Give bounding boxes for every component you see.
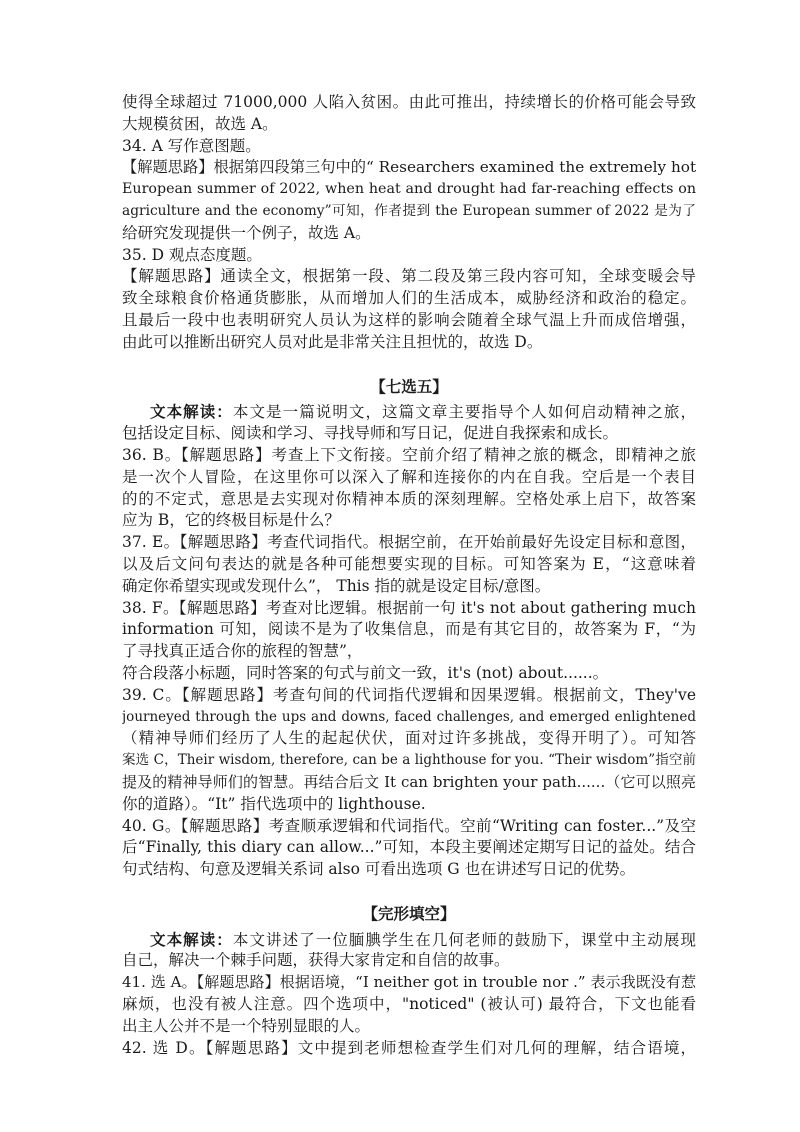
cloze-section xyxy=(122,929,696,1060)
text-line: 后“Finally, this diary can allow...”可知，本段主要阐述定期写日记的益处。结合 xyxy=(122,838,696,857)
text-line: 麻烦，也没有被人注意。四个选项中，"noticed" (被认可) 最符合，下文也能看 xyxy=(122,995,696,1014)
text-line: 出主人公并不是一个特别显眼的人。 xyxy=(122,1016,371,1035)
text-line: 39. C。【解题思路】考查句间的代词指代逻辑和因果逻辑。根据前文，They've xyxy=(122,685,696,704)
text-line: 且最后一段中也表明研究人员认为这样的影响会随着全球气温上升而成倍增强， xyxy=(122,310,696,329)
text-line: 大规模贫困，故选 A。 xyxy=(122,114,278,133)
text-line: 使得全球超过 71000,000 人陷入贫困。由此可推出，持续增长的价格可能会导致 xyxy=(122,93,696,111)
reading-answers-section xyxy=(122,92,696,354)
text-interpretation-label: 文本解读： xyxy=(150,929,233,949)
text-line: （精神导师们经历了人生的起起伏伏，面对过许多挑战，变得开明了）。可知答 xyxy=(122,729,696,748)
text-line: 由此可以推断出研究人员对此是非常关注且担忧的，故选 D。 xyxy=(122,332,543,351)
text-line: 致全球粮食价格通货膨胀，从而增加人们的生活成本，威胁经济和政治的稳定。 xyxy=(122,289,696,308)
text-line: 的的不定式，意思是去实现对你精神本质的深刻理解。空格处承上启下，故答案 xyxy=(122,489,696,508)
text-line: 给研究发现提供一个例子，故选 A。 xyxy=(122,223,371,242)
text-line: 了寻找真正适合你的旅程的智慧”， xyxy=(122,642,363,661)
text-line: 提及的精神导师们的智慧。再结合后文 It can brighten your path......（它可以照亮 xyxy=(122,772,696,791)
text-line: 【解题思路】通读全文，根据第一段、第二段及第三段内容可知，全球变暖会导 xyxy=(122,267,696,286)
answer-33-34-label: 34. A 写作意图题。 xyxy=(122,136,261,155)
text-line: 38. F。【解题思路】考查对比逻辑。根据前一句 it's not about gathering much xyxy=(122,598,696,617)
text-line: 自己，解决一个棘手问题，获得大家肯定和自信的故事。 xyxy=(122,951,510,970)
text-line: 40. G。【解题思路】考查顺承逻辑和代词指代。空前“Writing can foster...”及空 xyxy=(122,816,696,835)
text-line: 【解题思路】根据第四段第三句中的“ Researchers examined the extremely hot xyxy=(122,158,696,177)
text-line: 37. E。【解题思路】考查代词指代。根据空前，在开始前最好先设定目标和意图， xyxy=(122,533,696,552)
text-line: 案选 C，Their wisdom, therefore, can be a lighthouse for you. “Their wisdom”指空前 xyxy=(122,752,696,769)
seven-choose-five-heading: 【七选五】 xyxy=(370,376,448,396)
text-interpretation-line xyxy=(122,401,696,423)
text-line: journeyed through the ups and downs, faced challenges, and emerged enlightened xyxy=(122,708,696,725)
text-interpretation-body: 本文讲述了一位腼腆学生在几何老师的鼓励下，课堂中主动展现 xyxy=(232,930,696,949)
text-line: information 可知，阅读不是为了收集信息，而是有其它目的，故答案为 F，“为 xyxy=(122,620,696,639)
text-line: 36. B。【解题思路】考查上下文衔接。空前介绍了精神之旅的概念，即精神之旅 xyxy=(122,445,696,464)
text-line: 以及后文问句表达的就是各种可能想要实现的目标。可知答案为 E，“这意味着 xyxy=(122,554,696,573)
text-line: 是一次个人冒险，在这里你可以深入了解和连接你的内在自我。空后是一个表目 xyxy=(122,467,696,486)
text-line: 确定你希望实现或发现什么”， This 指的就是设定目标/意图。 xyxy=(122,576,551,595)
text-line: European summer of 2022, when heat and drought had far-reaching effects on xyxy=(122,181,696,198)
text-line: 你的道路）。“It” 指代选项中的 lighthouse. xyxy=(122,794,426,813)
text-line: 42. 选 D。【解题思路】文中提到老师想检查学生们对几何的理解，结合语境， xyxy=(122,1038,696,1057)
text-line: 41. 选 A。【解题思路】根据语境，“I neither got in trouble nor .” 表示我既没有惹 xyxy=(122,973,696,992)
text-interpretation-body: 本文是一篇说明文，这篇文章主要指导个人如何启动精神之旅， xyxy=(232,403,696,422)
seven-choose-five-section xyxy=(122,401,696,881)
text-line: 包括设定目标、阅读和学习、寻找导师和写日记，促进自我探索和成长。 xyxy=(122,424,619,443)
text-line: 应为 B，它的终极目标是什么？ xyxy=(122,511,340,530)
text-interpretation-line xyxy=(122,929,696,951)
text-line: agriculture and the economy”可知，作者提到 the European summer of 2022 是为了 xyxy=(122,202,696,219)
text-line: 句式结构、句意及逻辑关系词 also 可看出选项 G 也在讲述写日记的优势。 xyxy=(122,860,636,879)
cloze-heading: 【完形填空】 xyxy=(362,903,456,923)
text-interpretation-label: 文本解读： xyxy=(150,402,233,422)
text-line: 符合段落小标题，同时答案的句式与前文一致，it's (not) about......。 xyxy=(122,663,609,682)
answer-35-label: 35. D 观点态度题。 xyxy=(122,245,262,264)
